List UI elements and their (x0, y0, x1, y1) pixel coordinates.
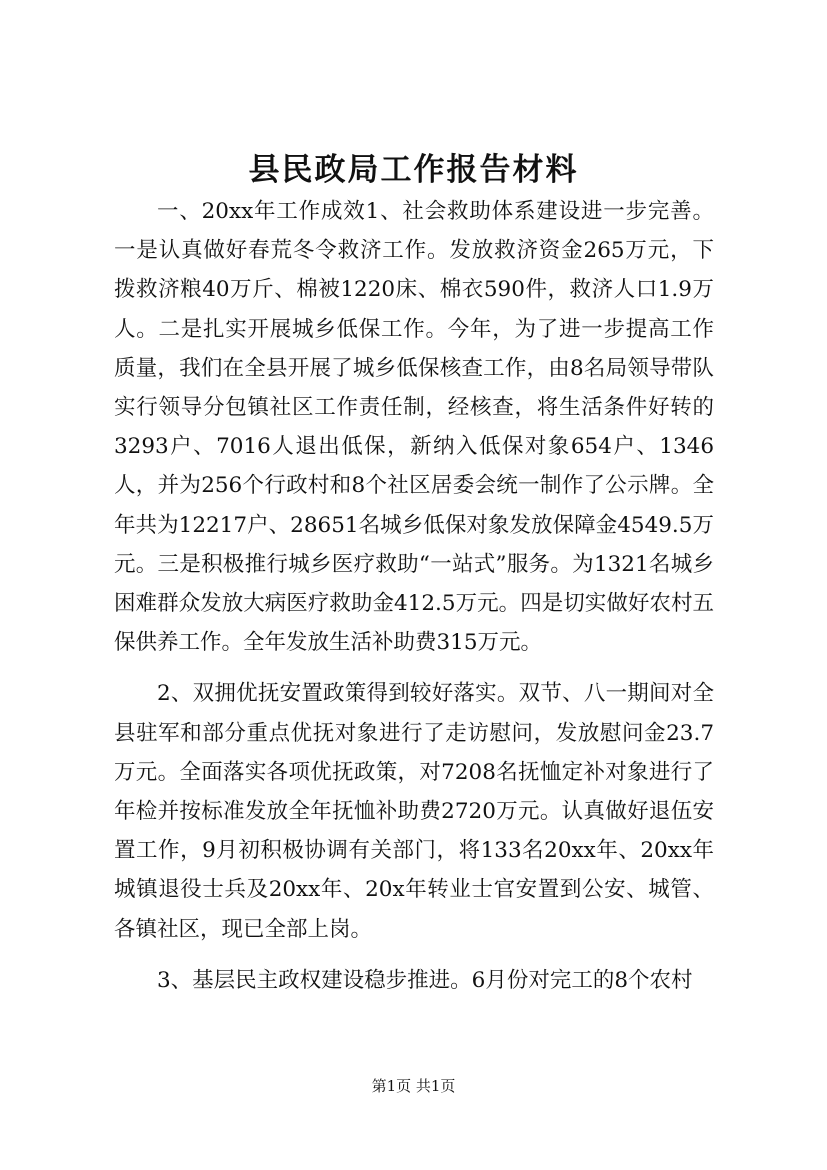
paragraph-grassroots-democracy: 3、基层民主政权建设稳步推进。6月份对完工的8个农村 (157, 967, 693, 993)
document-body (114, 192, 714, 1000)
document-title: 县民政局工作报告材料 (248, 152, 579, 188)
paragraph-work-results: 一、20xx年工作成效1、社会救助体系建设进一步完善。一是认真做好春荒冬令救济工作。发放救济资金265万元，下拨救济粮40万斤、棉被1220床、棉衣590件，救济人口1.9万人。二是扎实开展城乡低保工作。今年，为了进一步提高工作质量，我们在全县开展了城乡低保核查工作，由8名局领导带队实行领导分包镇社区工作责任制，经核查，将生活条件好转的3293户、7016人退出低保，新纳入低保对象654户、1346人，并为256个行政村和8个社区居委会统一制作了公示牌。全年共为12217户、28651名城乡低保对象发放保障金4549.5万元。三是积极推行城乡医疗救助“一站式”服务。为1321名城乡困难群众发放大病医疗救助金412.5万元。四是切实做好农村五保供养工作。全年发放生活补助费315万元。 (114, 199, 714, 656)
page-number-footer: 第1页 共1页 (371, 1077, 456, 1095)
paragraph-support-military: 2、双拥优抚安置政策得到较好落实。双节、八一期间对全县驻军和部分重点优抚对象进行了走访慰问，发放慰问金23.7万元。全面落实各项优抚政策，对7208名抚恤定补对象进行了年检并按标准发放全年抚恤补助费2720万元。认真做好退伍安置工作，9月初积极协调有关部门，将133名20xx年、20xx年城镇退役士兵及20xx年、20x年转业士官安置到公安、城管、各镇社区，现已全部上岗。 (114, 681, 714, 942)
